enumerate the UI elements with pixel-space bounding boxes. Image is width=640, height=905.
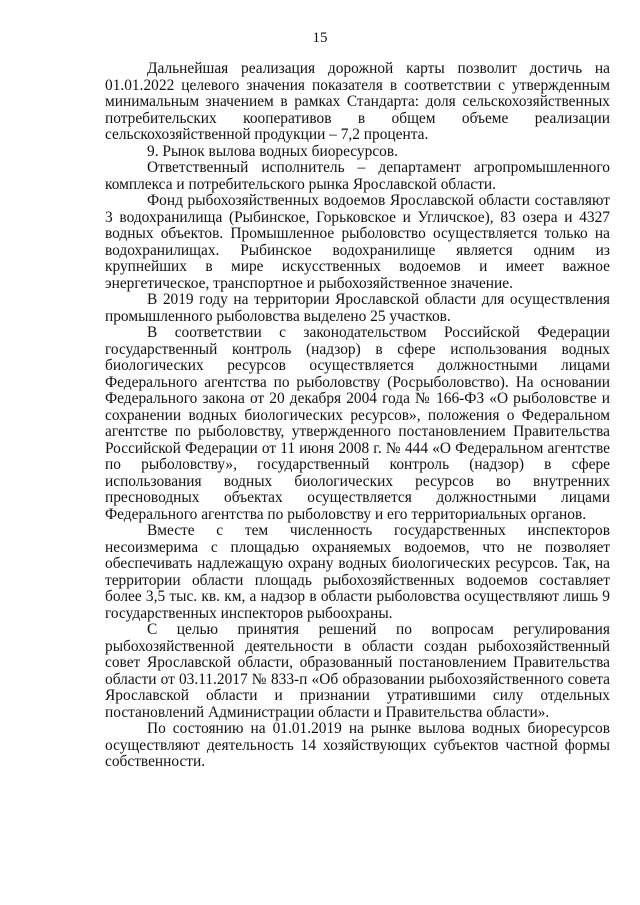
- paragraph-inspectors: Вместе с тем численность государственных инспекторов несоизмерима с площадью охраняемых водоемов, что не позволяет обеспечивать надлежащую охрану водных биологических ресурсов. Так, на территории области площадь рыбохозяйственных водоемов составляет более 3,5 тыс. кв. км, а надзор в области рыболовства осуществляют лишь 9 государственных инспекторов рыбоохраны.: [105, 522, 610, 622]
- document-body: [105, 61, 610, 771]
- section-heading-fish-market: 9. Рынок вылова водных биоресурсов.: [147, 142, 398, 160]
- paragraph-market-entities: По состоянию на 01.01.2019 на рынке вылова водных биоресурсов осуществляют деятельность 14 хозяйствующих субъектов частной формы собственности.: [105, 720, 610, 770]
- paragraph-fisheries-council: С целью принятия решений по вопросам регулирования рыбохозяйственной деятельности в области создан рыбохозяйственный совет Ярославской области, образованный постановлением Правительства области от 03.11.2017 № 833-п «Об образовании рыбохозяйственного совета Ярославской области и признании утратившими силу отдельных постановлений Администрации области и Правительства области».: [105, 621, 610, 721]
- paragraph-responsible-executor: Ответственный исполнитель – департамент агропромышленного комплекса и потребительского рынка Ярославской области.: [105, 159, 610, 193]
- paragraph-fishing-plots: В 2019 году на территории Ярославской области для осуществления промышленного рыболовства выделено 25 участков.: [105, 291, 610, 325]
- paragraph-state-control: В соответствии с законодательством Российской Федерации государственный контроль (надзор) в сфере использования водных биологических ресурсов осуществляется должностными лицами Федерального агентства по рыболовству (Росрыболовство). На основании Федерального закона от 20 декабря 2004 года № 166-ФЗ «О рыболовстве и сохранении водных биологических ресурсов», положения о Федеральном агентстве по рыболовству, утвержденного постановлением Правительства Российской Федерации от 11 июня 2008 г. № 444 «О Федеральном агентстве по рыболовству», государственный контроль (надзор) в сфере использования водных биологических ресурсов во внутренних пресноводных объектах осуществляется должностными лицами Федерального агентства по рыболовству и его территориальных органов.: [105, 324, 610, 523]
- paragraph-roadmap: Дальнейшая реализация дорожной карты позволит достичь на 01.01.2022 целевого значения показателя в соответствии с утвержденным минимальным значением в рамках Стандарта: доля сельскохозяйственных потребительских кооперативов в общем объеме реализации сельскохозяйственной продукции – 7,2 процента.: [105, 60, 610, 143]
- paragraph-water-fund: Фонд рыбохозяйственных водоемов Ярославской области составляют 3 водохранилища (Рыбинское, Горьковское и Угличское), 83 озера и 4327 водных объектов. Промышленное рыболовство осуществляется только на водохранилищах. Рыбинское водохранилище является одним из крупнейших в мире искусственных водоемов и имеет важное энергетическое, транспортное и рыбохозяйственное значение.: [105, 192, 610, 292]
- page-number: 15: [312, 30, 328, 46]
